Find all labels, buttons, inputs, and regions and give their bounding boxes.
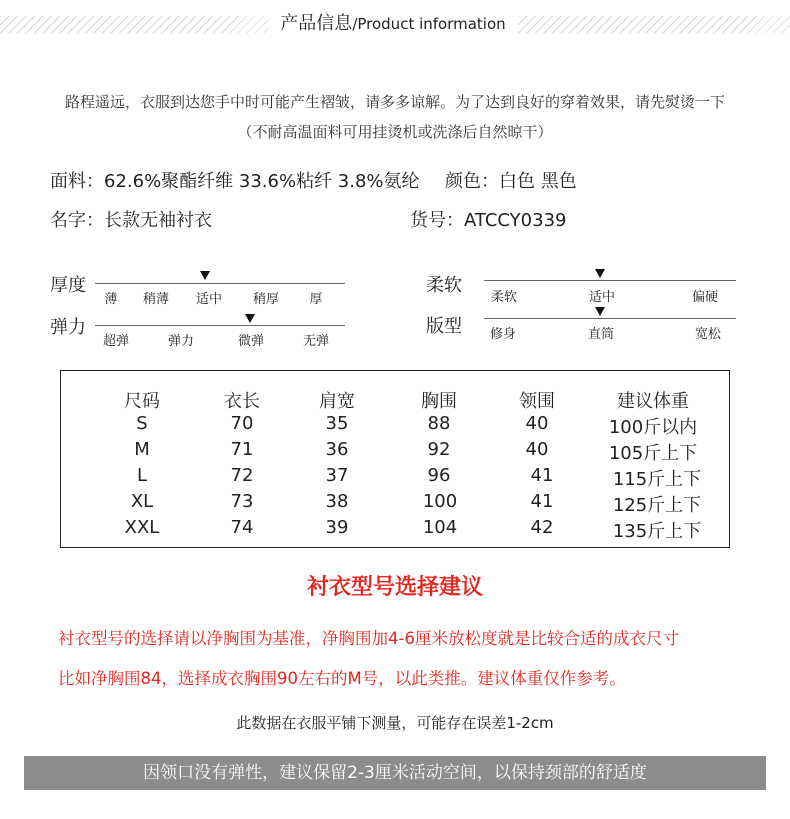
sku-label: 货号： <box>410 210 464 231</box>
table-cell: XXL <box>124 517 160 538</box>
softness-label: 柔软 <box>426 275 462 296</box>
fit-option: 宽松 <box>694 327 722 342</box>
table-cell: 37 <box>325 465 349 486</box>
section-title <box>268 10 518 38</box>
header-cell: 建议体重 <box>617 391 689 412</box>
table-row <box>61 413 731 439</box>
table-cell: 40 <box>525 413 549 434</box>
size-table-header <box>61 387 731 413</box>
thickness-label: 厚度 <box>50 275 86 296</box>
table-cell: 96 <box>427 465 451 486</box>
table-cell: 88 <box>427 413 451 434</box>
size-guide-title: 衬衣型号选择建议 <box>306 575 483 600</box>
header-cell: 尺码 <box>124 391 160 412</box>
name-label: 名字： <box>50 210 104 231</box>
thickness-option: 适中 <box>195 292 223 307</box>
table-cell: 40 <box>525 439 549 460</box>
thickness-option: 薄 <box>104 292 118 307</box>
material-info <box>50 167 420 193</box>
name-value: 长款无袖衬衣 <box>104 210 212 231</box>
fit-option: 直筒 <box>587 327 615 342</box>
table-cell: 39 <box>325 517 349 538</box>
table-cell: M <box>134 439 150 460</box>
table-row <box>61 465 731 491</box>
header-decoration-right <box>518 16 790 33</box>
thickness-option: 厚 <box>309 292 323 307</box>
table-cell: 105斤上下 <box>608 443 698 464</box>
size-guide-text: 衬衣型号的选择请以净胸围为基准，净胸围加4-6厘米放松度就是比较合适的成衣尺寸 <box>58 629 679 648</box>
thickness-option: 稍薄 <box>142 292 170 307</box>
thickness-scale-line <box>95 283 345 284</box>
table-cell: 74 <box>230 517 254 538</box>
header-cell: 胸围 <box>421 391 457 412</box>
measurement-note: 此数据在衣服平铺下测量，可能存在误差1-2cm <box>236 714 554 732</box>
elasticity-option: 弹力 <box>167 334 195 349</box>
thickness-selected-marker <box>200 271 210 280</box>
table-cell: 35 <box>325 413 349 434</box>
table-cell: 92 <box>427 439 451 460</box>
table-row <box>61 517 731 543</box>
ironing-tip: （不耐高温面料可用挂烫机或洗涤后自然晾干） <box>237 123 553 141</box>
table-cell: 38 <box>325 491 349 512</box>
header-cell: 肩宽 <box>319 391 355 412</box>
section-title-zh: 产品信息 <box>280 13 353 34</box>
color-value: 白色 黑色 <box>499 171 577 192</box>
fit-label: 版型 <box>426 316 462 337</box>
thickness-option: 稍厚 <box>252 292 280 307</box>
table-cell: 41 <box>530 491 554 512</box>
table-cell: 135斤上下 <box>612 521 702 542</box>
table-cell: 73 <box>230 491 254 512</box>
elasticity-option: 无弹 <box>302 334 330 349</box>
table-cell: S <box>136 413 148 434</box>
size-table <box>60 370 730 548</box>
table-cell: 42 <box>530 517 554 538</box>
fit-option: 修身 <box>489 327 517 342</box>
color-info <box>445 167 577 193</box>
table-cell: 104 <box>422 517 458 538</box>
table-cell: 100斤以内 <box>608 417 698 438</box>
softness-option: 柔软 <box>490 290 518 305</box>
table-cell: L <box>136 465 148 486</box>
table-cell: 115斤上下 <box>612 469 702 490</box>
softness-option: 适中 <box>588 290 616 305</box>
sku-info <box>410 206 566 232</box>
wrinkle-notice: 路程遥远，衣服到达您手中时可能产生褶皱，请多多谅解。为了达到良好的穿着效果，请先熨烫一下 <box>64 93 725 111</box>
table-cell: 36 <box>325 439 349 460</box>
color-label: 颜色： <box>445 171 499 192</box>
elasticity-scale-line <box>95 325 345 326</box>
table-cell: 41 <box>530 465 554 486</box>
header-decoration-left <box>0 16 268 33</box>
fit-selected-marker <box>595 307 605 316</box>
table-cell: 72 <box>230 465 254 486</box>
table-cell: 70 <box>230 413 254 434</box>
elasticity-selected-marker <box>245 314 255 323</box>
table-cell: XL <box>130 491 154 512</box>
section-title-en: /Product information <box>352 15 506 33</box>
softness-scale-line <box>484 280 736 281</box>
table-row <box>61 491 731 517</box>
name-info <box>50 206 212 232</box>
collar-notice-banner <box>24 756 766 790</box>
elasticity-label: 弹力 <box>50 317 86 338</box>
softness-option: 偏硬 <box>691 290 719 305</box>
table-cell: 100 <box>422 491 458 512</box>
fit-scale-line <box>484 318 736 319</box>
table-cell: 125斤上下 <box>612 495 702 516</box>
material-value: 62.6%聚酯纤维 33.6%粘纤 3.8%氨纶 <box>104 171 420 192</box>
material-label: 面料： <box>50 171 104 192</box>
elasticity-option: 微弹 <box>237 334 265 349</box>
header-cell: 领围 <box>519 391 555 412</box>
collar-notice-text: 因领口没有弹性，建议保留2-3厘米活动空间，以保持颈部的舒适度 <box>143 763 647 783</box>
header-cell: 衣长 <box>224 391 260 412</box>
table-cell: 71 <box>230 439 254 460</box>
size-guide-example: 比如净胸围84，选择成衣胸围90左右的M号，以此类推。建议体重仅作参考。 <box>58 669 626 688</box>
softness-selected-marker <box>595 269 605 278</box>
sku-value: ATCCY0339 <box>464 210 567 231</box>
elasticity-option: 超弹 <box>102 334 130 349</box>
table-row <box>61 439 731 465</box>
